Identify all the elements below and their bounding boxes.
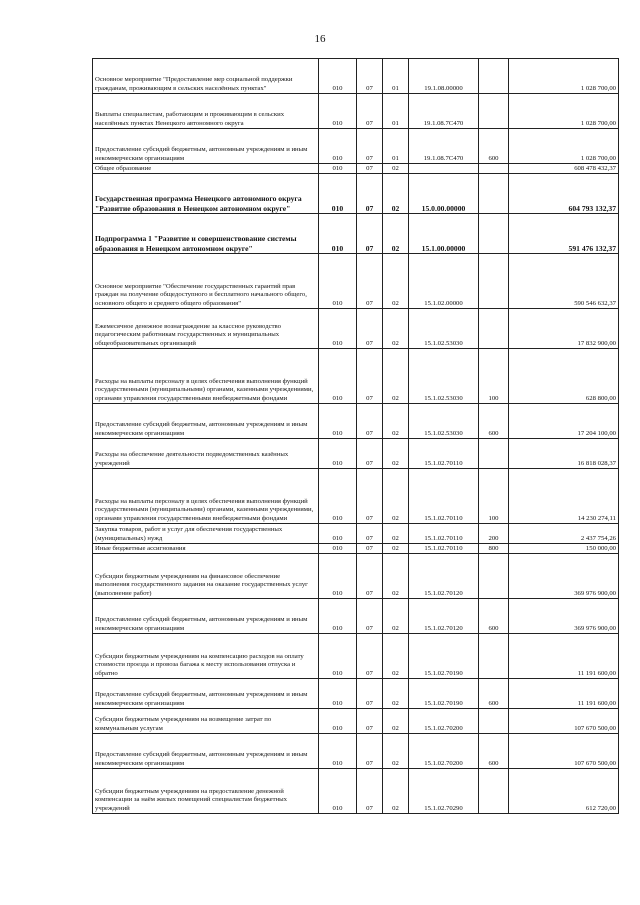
- table-row: [93, 94, 619, 129]
- row-subsection-cell: 02: [383, 309, 409, 349]
- table-row: [93, 59, 619, 94]
- table-row: [93, 174, 619, 214]
- row-name-cell: Субсидии бюджетным учреждениям на предоставление денежной компенсации за наём жилых помещений специалистам бюджетных учреждений: [93, 769, 319, 814]
- table-row: [93, 599, 619, 634]
- row-expense-type-cell: [479, 254, 509, 309]
- row-section-cell: 07: [357, 599, 383, 634]
- row-name-cell: Ежемесячное денежное вознаграждение за классное руководство педагогическим работникам государственных и муниципальных общеобразовательных организаций: [93, 309, 319, 349]
- row-sum-cell: 2 437 754,26: [509, 524, 619, 544]
- row-sum-cell: 369 976 900,00: [509, 599, 619, 634]
- row-expense-type-cell: [479, 769, 509, 814]
- budget-table: [92, 58, 619, 814]
- row-target-code-cell: 15.1.02.70110: [409, 524, 479, 544]
- row-subsection-cell: 01: [383, 59, 409, 94]
- row-name-cell: Предоставление субсидий бюджетным, автономным учреждениям и иным некоммерческим организациям: [93, 129, 319, 164]
- table-row: [93, 349, 619, 404]
- row-target-code-cell: 19.1.08.00000: [409, 59, 479, 94]
- row-admin-code-cell: 010: [319, 709, 357, 734]
- row-subsection-cell: 02: [383, 254, 409, 309]
- row-section-cell: 07: [357, 734, 383, 769]
- row-admin-code-cell: 010: [319, 214, 357, 254]
- row-target-code-cell: 15.1.02.70120: [409, 599, 479, 634]
- row-target-code-cell: 15.1.02.00000: [409, 254, 479, 309]
- row-section-cell: 07: [357, 404, 383, 439]
- table-row: [93, 254, 619, 309]
- row-name-cell: Расходы на выплаты персоналу в целях обеспечения выполнения функций государственными (муниципальными) органами, казенными учреждениями, органами управления государственными внебюджетными фондами: [93, 469, 319, 524]
- row-admin-code-cell: 010: [319, 734, 357, 769]
- row-sum-cell: 612 720,00: [509, 769, 619, 814]
- row-expense-type-cell: [479, 174, 509, 214]
- row-admin-code-cell: 010: [319, 599, 357, 634]
- row-subsection-cell: 02: [383, 544, 409, 554]
- row-sum-cell: 17 204 100,00: [509, 404, 619, 439]
- row-name-cell: Предоставление субсидий бюджетным, автономным учреждениям и иным некоммерческим организациям: [93, 404, 319, 439]
- row-admin-code-cell: 010: [319, 309, 357, 349]
- row-admin-code-cell: 010: [319, 129, 357, 164]
- row-admin-code-cell: 010: [319, 404, 357, 439]
- row-admin-code-cell: 010: [319, 94, 357, 129]
- row-subsection-cell: 02: [383, 214, 409, 254]
- row-admin-code-cell: 010: [319, 439, 357, 469]
- row-section-cell: 07: [357, 164, 383, 174]
- row-name-cell: Предоставление субсидий бюджетным, автономным учреждениям и иным некоммерческим организациям: [93, 599, 319, 634]
- row-subsection-cell: 01: [383, 94, 409, 129]
- table-row: [93, 164, 619, 174]
- row-sum-cell: 11 191 600,00: [509, 679, 619, 709]
- row-expense-type-cell: [479, 709, 509, 734]
- row-section-cell: 07: [357, 94, 383, 129]
- row-subsection-cell: 02: [383, 164, 409, 174]
- table-row: [93, 214, 619, 254]
- row-target-code-cell: 15.1.02.53030: [409, 309, 479, 349]
- row-section-cell: 07: [357, 634, 383, 679]
- row-sum-cell: 1 028 700,00: [509, 129, 619, 164]
- row-expense-type-cell: [479, 59, 509, 94]
- row-expense-type-cell: 600: [479, 599, 509, 634]
- row-name-cell: Предоставление субсидий бюджетным, автономным учреждениям и иным некоммерческим организациям: [93, 734, 319, 769]
- row-subsection-cell: 02: [383, 469, 409, 524]
- row-subsection-cell: 02: [383, 349, 409, 404]
- row-section-cell: 07: [357, 349, 383, 404]
- row-name-cell: Государственная программа Ненецкого автономного округа "Развитие образования в Ненецком автономном округе": [93, 174, 319, 214]
- row-subsection-cell: 02: [383, 679, 409, 709]
- row-subsection-cell: 01: [383, 129, 409, 164]
- row-expense-type-cell: [479, 94, 509, 129]
- row-sum-cell: 591 476 132,37: [509, 214, 619, 254]
- row-name-cell: Выплаты специалистам, работающим и проживающим в сельских населённых пунктах Ненецкого автономного округа: [93, 94, 319, 129]
- row-admin-code-cell: 010: [319, 254, 357, 309]
- row-name-cell: Закупка товаров, работ и услуг для обеспечения государственных (муниципальных) нужд: [93, 524, 319, 544]
- row-target-code-cell: 15.1.02.70200: [409, 734, 479, 769]
- row-section-cell: 07: [357, 174, 383, 214]
- row-target-code-cell: 15.1.02.70190: [409, 634, 479, 679]
- row-target-code-cell: 15.1.02.70110: [409, 439, 479, 469]
- row-admin-code-cell: 010: [319, 634, 357, 679]
- row-sum-cell: 1 028 700,00: [509, 59, 619, 94]
- row-subsection-cell: 02: [383, 769, 409, 814]
- row-name-cell: Основное мероприятие "Обеспечение государственных гарантий прав граждан на получение общедоступного и бесплатного начального общего, основного общего и среднего общего образования": [93, 254, 319, 309]
- table-row: [93, 554, 619, 599]
- row-section-cell: 07: [357, 129, 383, 164]
- table-row: [93, 634, 619, 679]
- row-expense-type-cell: 600: [479, 679, 509, 709]
- row-admin-code-cell: 010: [319, 769, 357, 814]
- table-row: [93, 404, 619, 439]
- row-sum-cell: 107 670 500,00: [509, 734, 619, 769]
- row-sum-cell: 369 976 900,00: [509, 554, 619, 599]
- row-expense-type-cell: [479, 554, 509, 599]
- table-row: [93, 309, 619, 349]
- row-name-cell: Субсидии бюджетным учреждениям на компенсацию расходов на оплату стоимости проезда и провоза багажа к месту использования отпуска и обратно: [93, 634, 319, 679]
- row-expense-type-cell: [479, 439, 509, 469]
- row-name-cell: Основное мероприятие "Предоставление мер социальной поддержки гражданам, проживающим в сельских населённых пунктах": [93, 59, 319, 94]
- row-admin-code-cell: 010: [319, 59, 357, 94]
- row-target-code-cell: 15.1.02.70190: [409, 679, 479, 709]
- row-section-cell: 07: [357, 679, 383, 709]
- table-row: [93, 544, 619, 554]
- row-target-code-cell: 15.1.02.70110: [409, 469, 479, 524]
- row-admin-code-cell: 010: [319, 544, 357, 554]
- row-sum-cell: 1 028 700,00: [509, 94, 619, 129]
- row-admin-code-cell: 010: [319, 174, 357, 214]
- row-expense-type-cell: 600: [479, 404, 509, 439]
- row-section-cell: 07: [357, 469, 383, 524]
- row-name-cell: Иные бюджетные ассигнования: [93, 544, 319, 554]
- page-number: 16: [314, 33, 326, 45]
- row-target-code-cell: 15.1.02.70110: [409, 544, 479, 554]
- row-target-code-cell: 19.1.08.7С470: [409, 129, 479, 164]
- row-section-cell: 07: [357, 544, 383, 554]
- row-name-cell: Расходы на обеспечение деятельности подведомственных казённых учреждений: [93, 439, 319, 469]
- row-section-cell: 07: [357, 554, 383, 599]
- row-admin-code-cell: 010: [319, 164, 357, 174]
- row-section-cell: 07: [357, 59, 383, 94]
- table-row: [93, 469, 619, 524]
- row-subsection-cell: 02: [383, 734, 409, 769]
- table-row: [93, 769, 619, 814]
- row-subsection-cell: 02: [383, 599, 409, 634]
- row-section-cell: 07: [357, 524, 383, 544]
- row-subsection-cell: 02: [383, 439, 409, 469]
- row-admin-code-cell: 010: [319, 349, 357, 404]
- row-expense-type-cell: 200: [479, 524, 509, 544]
- row-name-cell: Расходы на выплаты персоналу в целях обеспечения выполнения функций государственными (муниципальными) органами, казенными учреждениями, органами управления государственными внебюджетными фондами: [93, 349, 319, 404]
- row-target-code-cell: 19.1.08.7С470: [409, 94, 479, 129]
- row-admin-code-cell: 010: [319, 554, 357, 599]
- row-sum-cell: 14 230 274,11: [509, 469, 619, 524]
- row-target-code-cell: 15.0.00.00000: [409, 174, 479, 214]
- row-expense-type-cell: [479, 634, 509, 679]
- row-target-code-cell: 15.1.02.53030: [409, 404, 479, 439]
- row-expense-type-cell: 600: [479, 129, 509, 164]
- row-name-cell: Субсидии бюджетным учреждениям на возмещение затрат по коммунальным услугам: [93, 709, 319, 734]
- row-expense-type-cell: 100: [479, 469, 509, 524]
- row-subsection-cell: 02: [383, 524, 409, 544]
- row-expense-type-cell: 600: [479, 734, 509, 769]
- row-expense-type-cell: 800: [479, 544, 509, 554]
- row-section-cell: 07: [357, 254, 383, 309]
- row-expense-type-cell: [479, 164, 509, 174]
- row-expense-type-cell: [479, 309, 509, 349]
- row-subsection-cell: 02: [383, 554, 409, 599]
- row-section-cell: 07: [357, 214, 383, 254]
- row-subsection-cell: 02: [383, 634, 409, 679]
- row-target-code-cell: 15.1.02.70200: [409, 709, 479, 734]
- row-sum-cell: 608 478 432,37: [509, 164, 619, 174]
- table-row: [93, 129, 619, 164]
- row-section-cell: 07: [357, 769, 383, 814]
- row-admin-code-cell: 010: [319, 469, 357, 524]
- row-target-code-cell: 15.1.02.70290: [409, 769, 479, 814]
- row-target-code-cell: [409, 164, 479, 174]
- row-sum-cell: 16 818 028,37: [509, 439, 619, 469]
- row-sum-cell: 628 800,00: [509, 349, 619, 404]
- row-name-cell: Субсидии бюджетным учреждениям на финансовое обеспечение выполнения государственного задания на оказание государственных услуг (выполнение работ): [93, 554, 319, 599]
- table-row: [93, 524, 619, 544]
- row-sum-cell: 11 191 600,00: [509, 634, 619, 679]
- row-section-cell: 07: [357, 309, 383, 349]
- table-row: [93, 439, 619, 469]
- row-target-code-cell: 15.1.02.53030: [409, 349, 479, 404]
- row-sum-cell: 604 793 132,37: [509, 174, 619, 214]
- table-row: [93, 679, 619, 709]
- row-sum-cell: 150 000,00: [509, 544, 619, 554]
- row-admin-code-cell: 010: [319, 679, 357, 709]
- row-name-cell: Общее образование: [93, 164, 319, 174]
- row-name-cell: Подпрограмма 1 "Развитие и совершенствование системы образования в Ненецком автономном округе": [93, 214, 319, 254]
- row-sum-cell: 590 546 632,37: [509, 254, 619, 309]
- row-target-code-cell: 15.1.02.70120: [409, 554, 479, 599]
- row-sum-cell: 17 832 900,00: [509, 309, 619, 349]
- table-row: [93, 709, 619, 734]
- row-subsection-cell: 02: [383, 404, 409, 439]
- row-target-code-cell: 15.1.00.00000: [409, 214, 479, 254]
- row-section-cell: 07: [357, 709, 383, 734]
- row-expense-type-cell: [479, 214, 509, 254]
- row-admin-code-cell: 010: [319, 524, 357, 544]
- row-subsection-cell: 02: [383, 709, 409, 734]
- table-row: [93, 734, 619, 769]
- row-subsection-cell: 02: [383, 174, 409, 214]
- row-name-cell: Предоставление субсидий бюджетным, автономным учреждениям и иным некоммерческим организациям: [93, 679, 319, 709]
- row-expense-type-cell: 100: [479, 349, 509, 404]
- row-sum-cell: 107 670 500,00: [509, 709, 619, 734]
- row-section-cell: 07: [357, 439, 383, 469]
